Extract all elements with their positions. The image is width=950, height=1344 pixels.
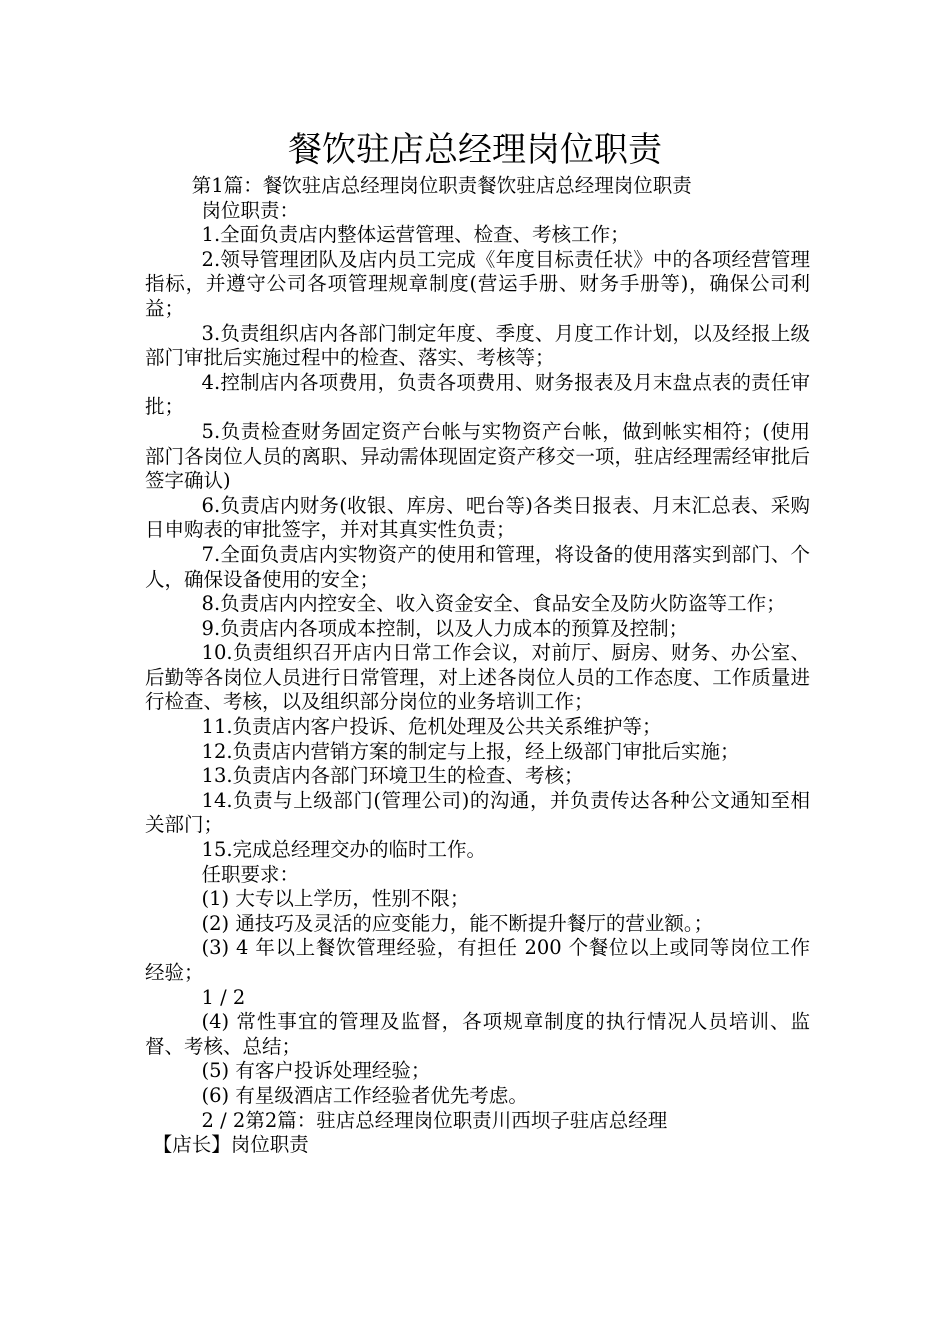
paragraph-store-manager-duties: 【店长】岗位职责 <box>152 1133 309 1157</box>
paragraph-duty-1: 1.全面负责店内整体运营管理、检查、考核工作； <box>201 223 630 247</box>
paragraph-duty-8: 8.负责店内内控安全、收入资金安全、食品安全及防火防盗等工作； <box>201 592 786 616</box>
paragraph-duty-11: 11.负责店内客户投诉、危机处理及公共关系维护等； <box>201 715 662 739</box>
paragraph-chapter-2-heading: 2 / 2第2篇：驻店总经理岗位职责川西坝子驻店总经理 <box>201 1108 668 1132</box>
paragraph-duty-14: 14.负责与上级部门(管理公司)的沟通，并负责传达各种公文通知至相关部门； <box>145 788 810 837</box>
paragraph-duty-4: 4.控制店内各项费用，负责各项费用、财务报表及月末盘点表的责任审批； <box>145 370 810 419</box>
paragraph-duty-3: 3.负责组织店内各部门制定年度、季度、月度工作计划，以及经报上级部门审批后实施过程中的检查、落实、考核等； <box>145 321 810 370</box>
paragraph-requirement-4: (4) 常性事宜的管理及监督，各项规章制度的执行情况人员培训、监督、考核、总结； <box>145 1010 810 1058</box>
paragraph-requirement-3: (3) 4 年以上餐饮管理经验，有担任 200 个餐位以上或同等岗位工作经验； <box>145 936 810 984</box>
paragraph-duty-7: 7.全面负责店内实物资产的使用和管理，将设备的使用落实到部门、个人，确保设备使用的安全； <box>145 542 810 591</box>
document-body <box>145 174 810 1158</box>
paragraph-duty-2: 2.领导管理团队及店内员工完成《年度目标责任状》中的各项经营管理指标，并遵守公司各项管理规章制度(营运手册、财务手册等)，确保公司利益； <box>145 247 810 320</box>
paragraph-duty-10: 10.负责组织召开店内日常工作会议，对前厅、厨房、财务、办公室、后勤等各岗位人员进行日常管理，对上述各岗位人员的工作态度、工作质量进行检查、考核，以及组织部分岗位的业务培训工作； <box>145 641 810 714</box>
paragraph-requirement-6: (6) 有星级酒店工作经验者优先考虑。 <box>201 1083 528 1107</box>
paragraph-duty-9: 9.负责店内各项成本控制，以及人力成本的预算及控制； <box>201 616 689 640</box>
paragraph-duty-13: 13.负责店内各部门环境卫生的检查、考核； <box>201 764 584 788</box>
paragraph-requirement-1: (1) 大专以上学历，性别不限； <box>201 887 470 911</box>
paragraph-requirement-5: (5) 有客户投诉处理经验； <box>201 1059 431 1083</box>
paragraph-requirements-heading: 任职要求： <box>201 862 300 886</box>
page-number-1: 1 / 2 <box>201 985 246 1009</box>
paragraph-duty-15: 15.完成总经理交办的临时工作。 <box>201 838 487 862</box>
paragraph-chapter-1-heading: 第1篇：餐饮驻店总经理岗位职责餐饮驻店总经理岗位职责 <box>191 174 692 197</box>
document-title: 餐饮驻店总经理岗位职责 <box>288 130 662 170</box>
paragraph-requirement-2: (2) 通技巧及灵活的应变能力，能不断提升餐厅的营业额。； <box>201 911 714 935</box>
paragraph-duty-6: 6.负责店内财务(收银、库房、吧台等)各类日报表、月末汇总表、采购日申购表的审批签字，并对其真实性负责； <box>145 493 810 542</box>
paragraph-duty-12: 12.负责店内营销方案的制定与上报，经上级部门审批后实施； <box>201 739 740 763</box>
paragraph-duties-heading: 岗位职责： <box>201 198 300 222</box>
paragraph-duty-5: 5.负责检查财务固定资产台帐与实物资产台帐，做到帐实相符；(使用部门各岗位人员的离职、异动需体现固定资产移交一项，驻店经理需经审批后签字确认) <box>145 419 810 493</box>
